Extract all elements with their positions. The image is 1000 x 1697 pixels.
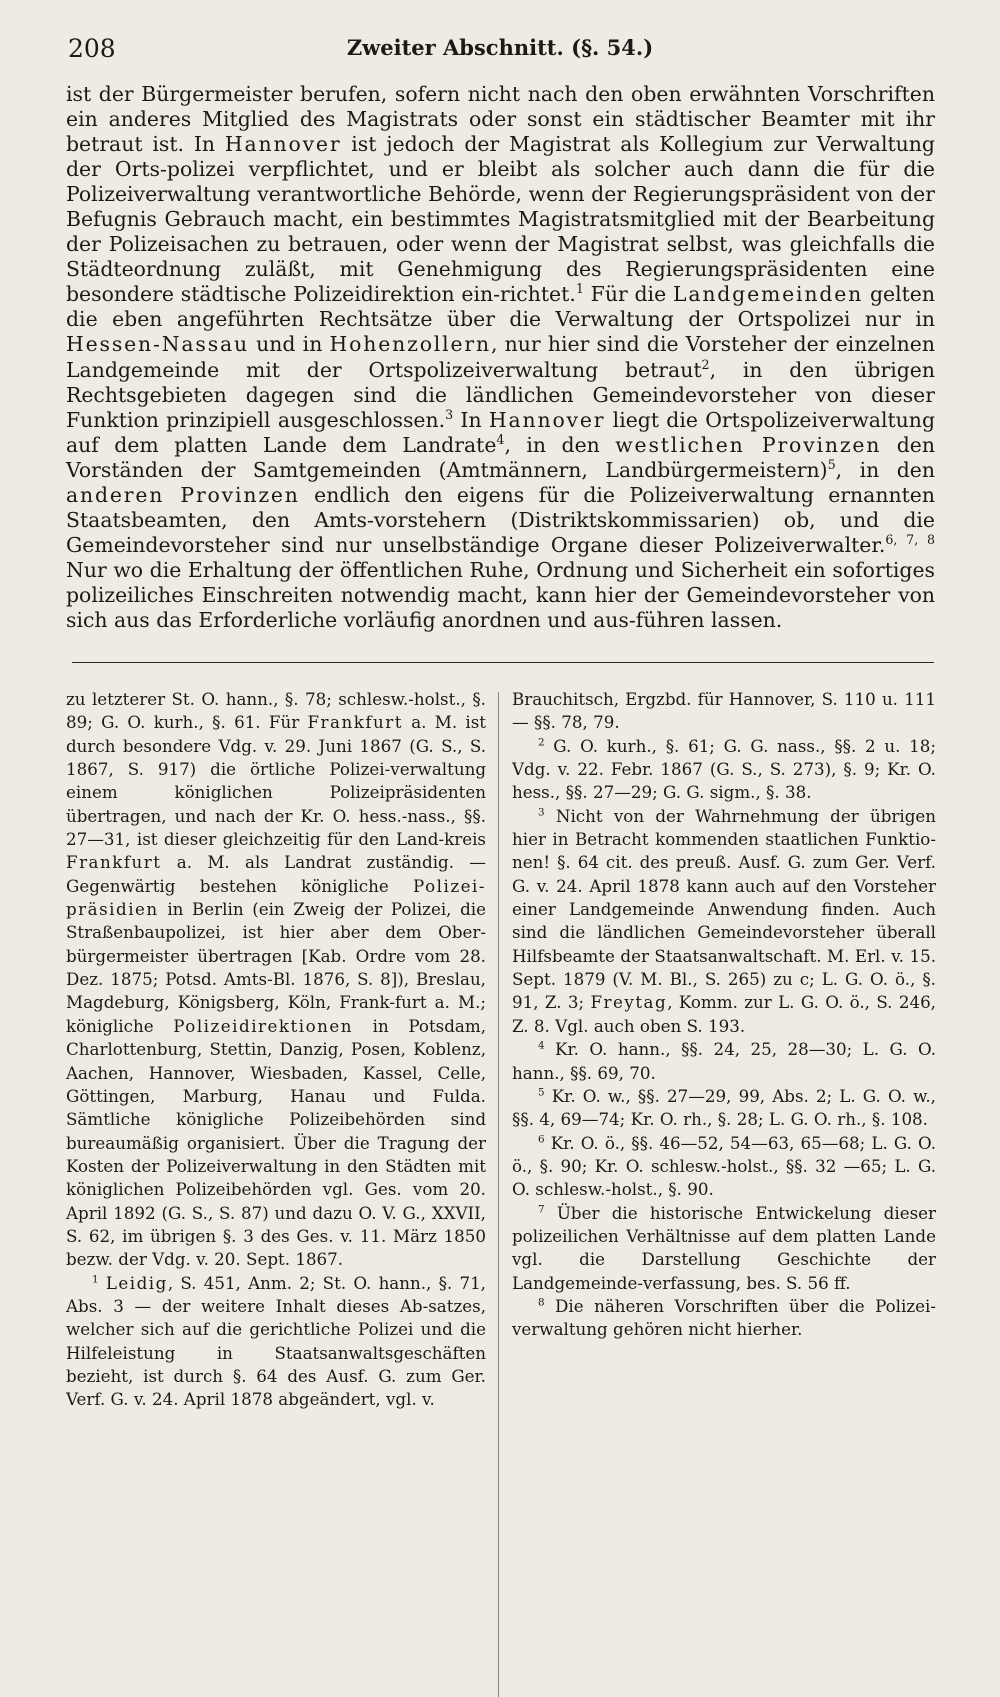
footnote-marker: 8 [538, 1296, 545, 1309]
emphasis: Hannover [488, 407, 606, 432]
emphasis: Hessen-Nassau [66, 332, 249, 357]
footnotes-left-column [66, 688, 486, 1412]
footnote-marker: 3 [538, 806, 545, 819]
footnote-marker: 5 [538, 1086, 545, 1099]
footnote-separator-rule [72, 662, 934, 663]
emphasis: Freytag [590, 992, 668, 1013]
emphasis: westlichen Provinzen [615, 432, 882, 457]
emphasis: anderen Provinzen [66, 482, 300, 507]
footnote-ref[interactable]: 5 [827, 456, 836, 472]
footnote-1: $^1$ Leidig, S. 451, Anm. 2; St. O. hann., §. 71, Abs. 3 — der weitere Inhalt dieses Ab-satzes, welcher sich auf die gerichtliche Polizei und die Hilfeleistung in Staatsanwaltsgeschäften bezieht, ist durch §. 64 des Ausf. G. zum Ger. Verf. G. v. 24. April 1878 abgeändert, vgl. v. [66, 1272, 486, 1410]
running-head: Zweiter Abschnitt. (§. 54.) [346, 35, 654, 60]
footnote-4: $^4$ Kr. O. hann., §§. 24, 25, 28—30; L. G. O. hann., §§. 69, 70. [512, 1039, 936, 1083]
footnote-2: $^2$ G. O. kurh., §. 61; G. G. nass., §§. 2 u. 18; Vdg. v. 22. Febr. 1867 (G. S., S. 273), §. 9; Kr. O. hess., §§. 27—29; G. G. sigm., §. 38. [512, 735, 936, 803]
footnote-5: $^5$ Kr. O. w., §§. 27—29, 99, Abs. 2; L. G. O. w., §§. 4, 69—74; Kr. O. rh., §. 28; L. G. O. rh., §. 108. [512, 1085, 936, 1130]
emphasis: Leidig [105, 1272, 168, 1293]
footnote-ref[interactable]: 1 [575, 281, 584, 297]
footnote-ref[interactable]: 2 [701, 356, 710, 372]
footnote-marker: 1 [92, 1273, 99, 1286]
main-text [66, 82, 935, 633]
page-number: 208 [68, 34, 116, 63]
emphasis: Frankfurt [307, 712, 403, 733]
footnote-1-continuation: Brauchitsch, Ergzbd. für Hannover, S. 110 u. 111 — §§. 78, 79. [512, 689, 936, 733]
emphasis: Hohenzollern [329, 332, 491, 357]
footnote-marker: 4 [538, 1039, 545, 1052]
footnote-ref[interactable]: 3 [445, 406, 454, 422]
emphasis: Polizeidirektionen [173, 1015, 353, 1036]
emphasis: Frankfurt [66, 852, 162, 873]
footnote-marker: 7 [538, 1203, 545, 1215]
footnotes-right-column [512, 688, 936, 1342]
footnote-continuation: zu letzterer St. O. hann., §. 78; schlesw.-holst., §. 89; G. O. kurh., §. 61. Für Frankfurt a. M. ist durch besondere Vdg. v. 29. Juni 1867 (G. S., S. 1867, S. 917) die örtliche Polizei-verwaltung einem königlichen Polizeipräsidenten übertragen, und nach der Kr. O. hess.-nass., §§. 27—31, ist dieser gleichzeitig für den Land-kreis Frankfurt a. M. als Landrat zuständig. — Gegenwärtig bestehen königliche Polizei-präsidien in Berlin (ein Zweig der Polizei, die Straßenbaupolizei, ist hier aber dem Ober-bürgermeister übertragen [Kab. Ordre vom 28. Dez. 1875; Potsd. Amts-Bl. 1876, S. 8]), Breslau, Magdeburg, Königsberg, Köln, Frank-furt a. M.; königliche Polizeidirektionen in Potsdam, Charlottenburg, Stettin, Danzig, Posen, Koblenz, Aachen, Hannover, Wiesbaden, Kassel, Celle, Göttingen, Marburg, Hanau und Fulda. Sämtliche königliche Polizeibehörden sind bureaumäßig organisiert. Über die Tragung der Kosten der Polizeiverwaltung in den Städten mit königlichen Polizeibehörden vgl. Ges. vom 20. April 1892 (G. S., S. 87) und dazu O. V. G., XXVII, S. 62, im übrigen §. 3 des Ges. v. 11. März 1850 bezw. der Vdg. v. 20. Sept. 1867. [66, 689, 487, 1270]
footnote-ref[interactable]: 6, 7, 8 [885, 532, 935, 548]
emphasis: Landgemeinden [672, 282, 864, 307]
emphasis: Polizei-präsidien [66, 875, 486, 920]
footnote-3: $^3$ Nicht von der Wahrnehmung der übrigen hier in Betracht kommenden staatlichen Funktio-nen! §. 64 cit. des preuß. Ausf. G. zum Ger. Verf. G. v. 24. April 1878 kann auch auf den Vorsteher einer Landgemeinde Anwendung finden. Auch sind die ländlichen Gemeindevorsteher überall Hilfsbeamte der Staatsanwaltschaft. M. Erl. v. 15. Sept. 1879 (V. M. Bl., S. 265) zu c; L. G. O. ö., §. 91, Z. 3; Freytag, Komm. zur L. G. O. ö., S. 246, Z. 8. Vgl. auch oben S. 193. [512, 805, 936, 1036]
footnote-marker: 2 [538, 736, 545, 749]
column-divider [498, 692, 499, 1697]
footnote-ref[interactable]: 4 [496, 431, 505, 447]
footnote-8: $^8$ Die näheren Vorschriften über die Polizei-verwaltung gehören nicht hierher. [512, 1295, 936, 1340]
main-paragraph: ist der Bürgermeister berufen, sofern nicht nach den oben erwähnten Vorschriften ein anderes Mitglied des Magistrats oder sonst ein städtischer Beamter mit ihr betraut ist. In Hannover ist jedoch der Magistrat als Kollegium zur Verwaltung der Orts-polizei verpflichtet, und er bleibt als solcher auch dann die für die Polizeiverwaltung verantwortliche Behörde, wenn der Regierungspräsident von der Befugnis Gebrauch macht, ein bestimmtes Magistratsmitglied mit der Bearbeitung der Polizeisachen zu betrauen, oder wenn der Magistrat selbst, was gleichfalls die Städteordnung zuläßt, mit Genehmigung des Regierungspräsidenten eine besondere städtische Polizeidirektion ein-richtet.$^1$ Für die Landgemeinden gelten die eben angeführten Rechtsätze über die Verwaltung der Ortspolizei nur in Hessen-Nassau und in Hohenzollern, nur hier sind die Vorsteher der einzelnen Landgemeinde mit der Ortspolizeiverwaltung betraut$^2$, in den übrigen Rechtsgebieten dagegen sind die ländlichen Gemeindevorsteher von dieser Funktion prinzipiell ausgeschlossen.$^3$ In Hannover liegt die Ortspolizeiverwaltung auf dem platten Lande dem Landrate$^4$, in den westlichen Provinzen den Vorständen der Samtgemeinden (Amtmännern, Landbürgermeistern)$^5$, in den anderen Provinzen endlich den eigens für die Polizeiverwaltung ernannten Staatsbeamten, den Amts-vorstehern (Distriktskommissarien) ob, und die Gemeindevorsteher sind nur unselbständige Organe dieser Polizeiverwalter.$^{6, 7, 8}$ Nur wo die Erhaltung der öffentlichen Ruhe, Ordnung und Sicherheit ein sofortiges polizeiliches Einschreiten notwendig macht, kann hier der Gemeindevorsteher von sich aus das Erforderliche vorläufig anordnen und aus-führen lassen. [66, 82, 936, 632]
footnote-6: $^6$ Kr. O. ö., §§. 46—52, 54—63, 65—68; L. G. O. ö., §. 90; Kr. O. schlesw.-holst., §§. 32 —65; L. G. O. schlesw.-holst., §. 90. [512, 1132, 936, 1200]
emphasis: Hannover [224, 132, 342, 157]
footnote-marker: 6 [538, 1132, 545, 1145]
footnote-7: $^7$ Über die historische Entwickelung dieser polizeilichen Verhältnisse auf dem platten Lande vgl. die Darstellung Geschichte der Landgemeinde-verfassung, bes. S. 56 ff. [512, 1202, 936, 1293]
